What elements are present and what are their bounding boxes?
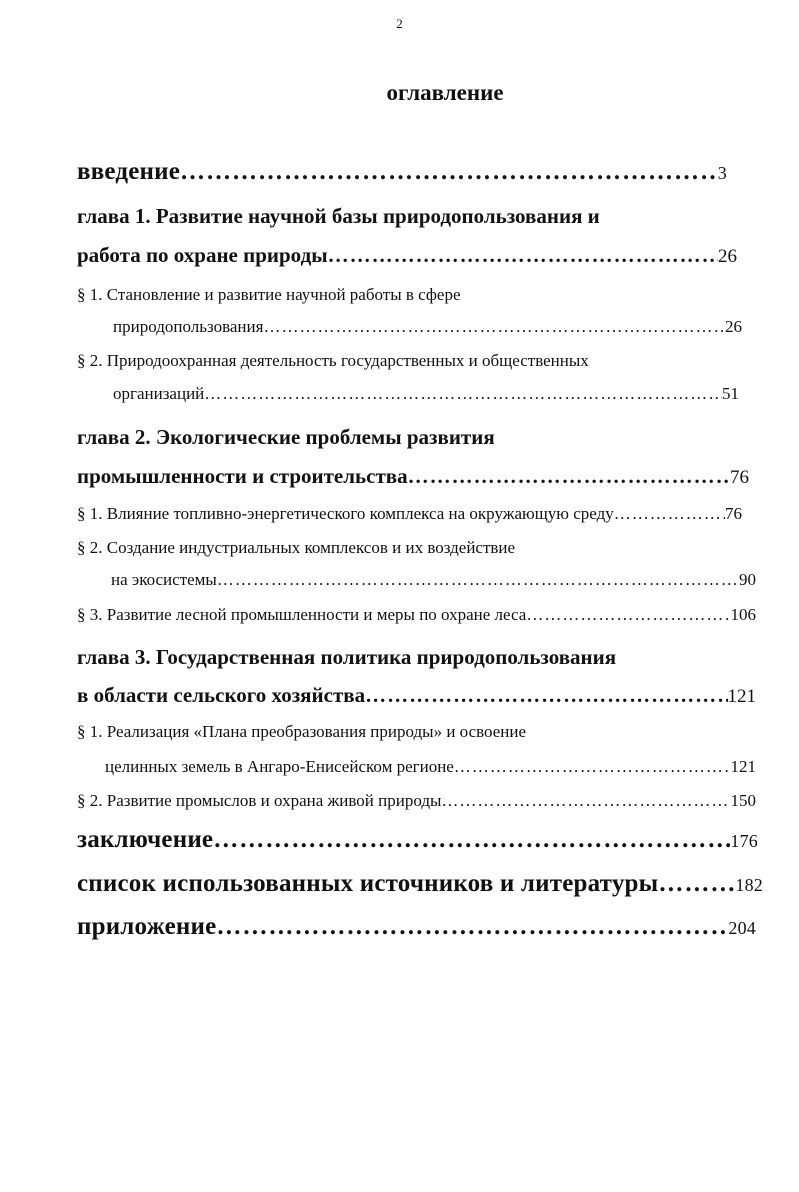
toc-entry-2-2-line1[interactable]: § 2. Создание индустриальных комплексов и их воздействие [77,538,516,557]
dot-leader [216,913,728,941]
toc-entry-text: организаций [113,384,205,403]
toc-entry-page: 150 [730,791,756,810]
toc-entry-page: 106 [730,605,756,624]
toc-entry-chapter-3[interactable] [77,683,756,708]
dot-leader [328,243,718,268]
toc-entry-page: 90 [739,570,756,589]
toc-entry-page: 26 [718,246,737,267]
toc-entry-chapter-1-line1[interactable]: глава 1. Развитие научной базы природопользования и [77,204,600,228]
dot-leader [204,384,722,404]
toc-entry-text: введение [77,158,181,185]
toc-entry-page: 76 [725,504,742,523]
toc-entry-1-2-line1[interactable]: § 2. Природоохранная деятельность государственных и общественных [77,351,589,370]
toc-entry-text: § 2. Развитие промыслов и охрана живой природы [77,791,442,810]
toc-entry-2-2[interactable] [111,570,756,590]
toc-entry-2-3[interactable] [77,605,756,625]
toc-entry-3-2[interactable] [77,791,756,811]
toc-entry-1-1[interactable] [113,317,742,337]
toc-entry-text: приложение [77,913,217,940]
toc-entry-introduction[interactable] [77,158,727,186]
toc-entry-chapter-2-line1[interactable]: глава 2. Экологические проблемы развития [77,425,495,449]
toc-entry-appendix[interactable] [77,913,756,941]
toc-entry-text: § 1. Влияние топливно-энергетического комплекса на окружающую среду [77,504,614,523]
toc-entry-text: заключение [77,826,214,853]
toc-entry-chapter-2[interactable] [77,464,749,489]
dot-leader [441,791,730,811]
toc-entry-page: 121 [730,757,756,776]
toc-entry-chapter-1[interactable] [77,243,737,268]
dot-leader [614,504,725,524]
dot-leader [213,826,730,854]
toc-entry-text: в области сельского хозяйства [77,683,366,707]
toc-entry-page: 121 [727,686,756,707]
toc-entry-1-1-line1[interactable]: § 1. Становление и развитие научной работы в сфере [77,285,461,304]
toc-entry-text: промышленности и строительства [77,464,408,488]
dot-leader [180,158,718,186]
toc-entry-3-1-line1[interactable]: § 1. Реализация «Плана преобразования природы» и освоение [77,722,527,741]
dot-leader [217,570,739,590]
toc-entry-bibliography[interactable] [77,870,763,898]
toc-entry-3-1[interactable] [105,757,756,777]
toc-entry-page: 26 [725,317,742,336]
dot-leader [526,605,730,625]
toc-entry-text: список использованных источников и литературы [77,870,659,897]
toc-entry-chapter-3-line1[interactable]: глава 3. Государственная политика природопользования [77,645,617,669]
toc-entry-text: § 3. Развитие лесной промышленности и меры по охране леса [77,605,527,624]
toc-entry-text: работа по охране природы [77,243,328,267]
page-title: оглавление [386,80,504,105]
toc-entry-page: 3 [717,163,727,183]
dot-leader [658,870,735,898]
toc-entry-page: 182 [735,875,763,895]
page-number: 2 [396,16,403,31]
toc-entry-text: природопользования [113,317,264,336]
toc-entry-2-1[interactable] [77,504,742,524]
dot-leader [408,464,730,489]
dot-leader [365,683,727,708]
toc-entry-text: на экосистемы [111,570,217,589]
toc-entry-page: 204 [728,918,756,938]
toc-entry-1-2[interactable] [113,384,739,404]
toc-entry-page: 76 [730,467,749,488]
toc-entry-conclusion[interactable] [77,826,758,854]
dot-leader [454,757,731,777]
toc-entry-page: 176 [730,831,758,851]
dot-leader [263,317,725,337]
toc-entry-text: целинных земель в Ангаро-Енисейском регионе [105,757,454,776]
toc-entry-page: 51 [722,384,739,403]
